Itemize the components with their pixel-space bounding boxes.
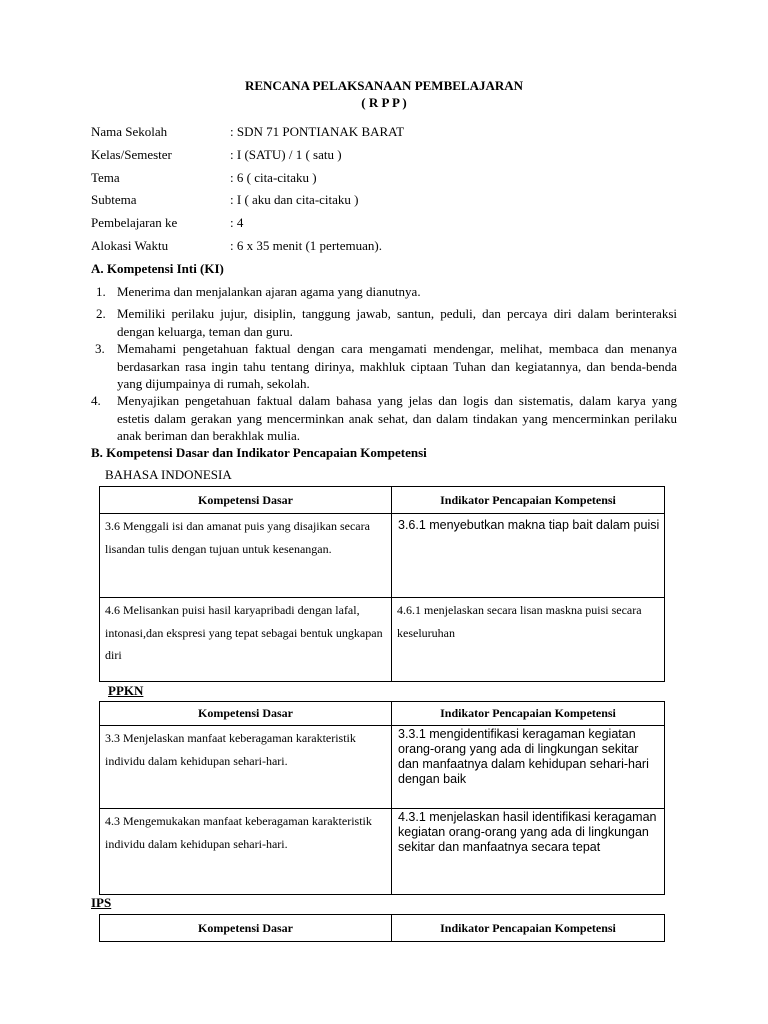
section-b-heading: B. Kompetensi Dasar dan Indikator Pencapaian Kompetensi — [91, 445, 427, 460]
lesson-number-label: Pembelajaran ke — [91, 215, 178, 230]
column-header-kd: Kompetensi Dasar — [100, 487, 392, 514]
ki-item-number: 1. — [96, 284, 106, 299]
table-row — [100, 514, 665, 598]
theme-label: Tema — [91, 170, 120, 185]
time-allocation-label: Alokasi Waktu — [91, 238, 169, 253]
column-header-ipk: Indikator Pencapaian Kompetensi — [392, 915, 665, 942]
kd-table-ips — [99, 914, 665, 942]
kd-cell: 3.6 Menggali isi dan amanat puis yang disajikan secara lisandan tulis dengan tujuan untuk kesenangan. — [100, 514, 392, 598]
subject-ppkn-label: PPKN — [108, 683, 144, 698]
subtheme-value: : I ( aku dan cita-citaku ) — [230, 192, 359, 207]
ki-item-number: 2. — [96, 306, 106, 321]
document-subtitle: ( R P P ) — [361, 95, 407, 110]
ki-item-2 — [96, 305, 677, 340]
ipk-cell: 3.6.1 menyebutkan makna tiap bait dalam puisi — [392, 514, 665, 598]
ki-item-number: 4. — [91, 393, 101, 408]
column-header-kd: Kompetensi Dasar — [100, 915, 392, 942]
ipk-cell: 4.6.1 menjelaskan secara lisan maskna puisi secara keseluruhan — [392, 598, 665, 682]
ipk-cell: 4.3.1 menjelaskan hasil identifikasi keragaman kegiatan orang-orang yang ada di lingkungan sekitar dan manfaatnya secara tepat — [392, 809, 665, 895]
ki-item-text: Memahami pengetahuan faktual dengan cara mengamati mendengar, melihat, membaca dan menanya berdasarkan rasa ingin tahu tentang dirinya, makhluk ciptaan Tuhan dan kegiatannya, dan benda-benda yang dijumpainya di rumah, sekolah. — [117, 341, 677, 391]
school-name-label: Nama Sekolah — [91, 124, 168, 139]
ki-item-text: Menyajikan pengetahuan faktual dalam bahasa yang jelas dan logis dan sistematis, dalam karya yang estetis dalam gerakan yang mencerminkan anak sehat, dan dalam tindakan yang mencerminkan perilaku anak beriman dan berakhlak mulia. — [117, 393, 677, 443]
table-row — [100, 726, 665, 809]
ki-item-text: Menerima dan menjalankan ajaran agama yang dianutnya. — [117, 284, 421, 299]
kd-cell: 4.3 Mengemukakan manfaat keberagaman karakteristik individu dalam kehidupan sehari-hari. — [100, 809, 392, 895]
kd-cell: 3.3 Menjelaskan manfaat keberagaman karakteristik individu dalam kehidupan sehari-hari. — [100, 726, 392, 809]
kd-cell: 4.6 Melisankan puisi hasil karyapribadi dengan lafal, intonasi,dan ekspresi yang tepat sebagai bentuk ungkapan diri — [100, 598, 392, 682]
ki-item-text: Memiliki perilaku jujur, disiplin, tanggung jawab, santun, peduli, dan percaya diri dalam berinteraksi dengan keluarga, teman dan guru. — [117, 306, 677, 339]
kd-table-ppkn — [99, 701, 665, 895]
subtheme-label: Subtema — [91, 192, 137, 207]
ipk-cell: 3.3.1 mengidentifikasi keragaman kegiatan orang-orang yang ada di lingkungan sekitar dan manfaatnya dalam kehidupan sehari-hari dengan baik — [392, 726, 665, 809]
lesson-number-value: : 4 — [230, 215, 244, 230]
class-semester-label: Kelas/Semester — [91, 147, 172, 162]
school-name-value: : SDN 71 PONTIANAK BARAT — [230, 124, 405, 139]
kd-table-bahasa-indonesia — [99, 486, 665, 682]
theme-value: : 6 ( cita-citaku ) — [230, 170, 317, 185]
time-allocation-value: : 6 x 35 menit (1 pertemuan). — [230, 238, 382, 253]
column-header-ipk: Indikator Pencapaian Kompetensi — [392, 487, 665, 514]
ki-item-1 — [96, 283, 677, 301]
class-semester-value: : I (SATU) / 1 ( satu ) — [230, 147, 342, 162]
document-title: RENCANA PELAKSANAAN PEMBELAJARAN — [244, 78, 524, 93]
subject-ips-label: IPS — [91, 895, 112, 910]
column-header-ipk: Indikator Pencapaian Kompetensi — [392, 702, 665, 726]
subject-bahasa-indonesia-label: BAHASA INDONESIA — [105, 467, 232, 482]
table-row — [100, 809, 665, 895]
ki-item-3 — [95, 340, 677, 393]
section-a-heading: A. Kompetensi Inti (KI) — [91, 261, 224, 276]
table-row — [100, 598, 665, 682]
ki-item-4 — [91, 392, 677, 445]
ki-item-number: 3. — [95, 341, 105, 356]
column-header-kd: Kompetensi Dasar — [100, 702, 392, 726]
